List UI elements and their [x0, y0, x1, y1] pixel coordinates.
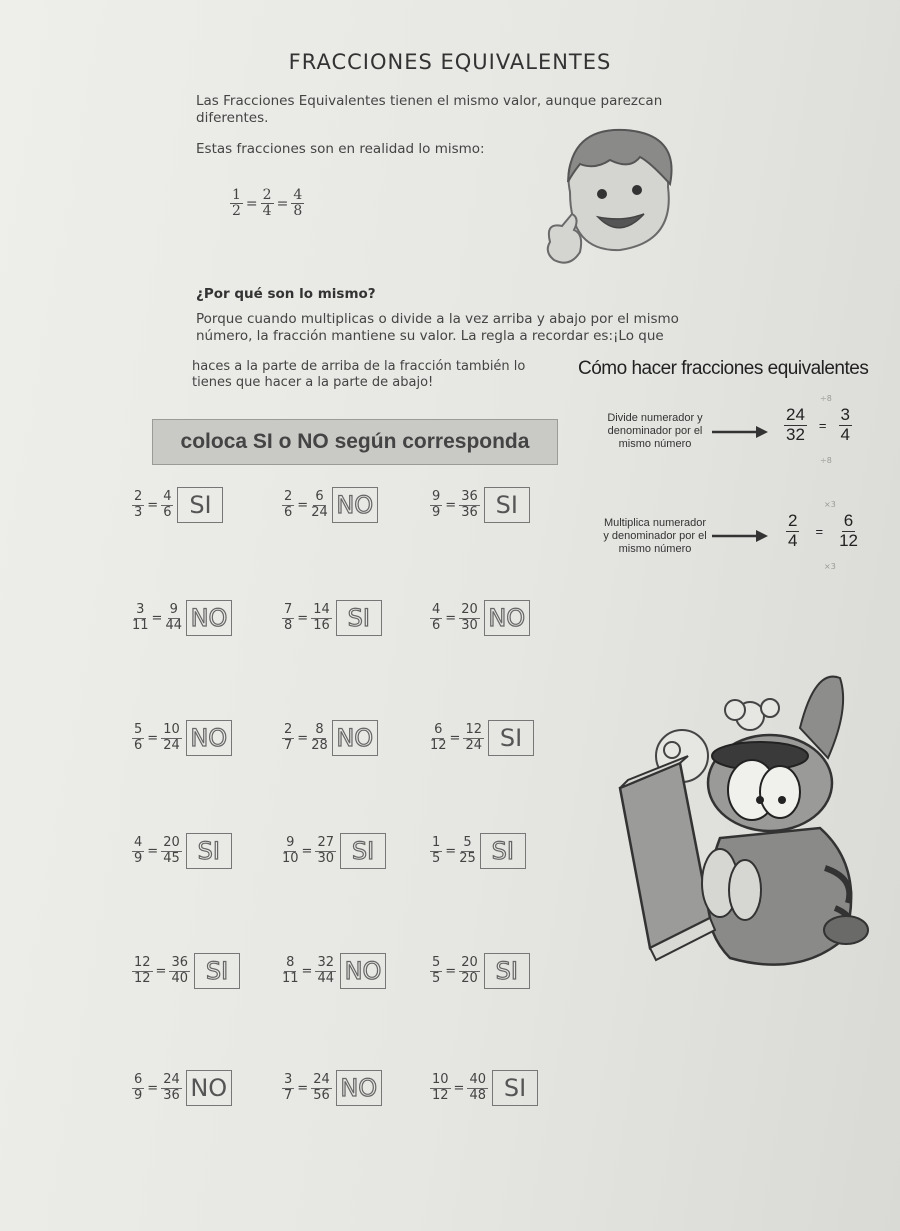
right-fraction: $\frac{6}{24}$ [311, 489, 328, 520]
right-fraction: $\frac{4}{6}$ [163, 489, 172, 520]
garfield-reading-illustration [610, 668, 870, 988]
left-fraction: $\frac{10}{12}$ [432, 1072, 449, 1103]
left-fraction: $\frac{2}{3}$ [134, 489, 143, 520]
right-fraction: $\frac{36}{36}$ [461, 489, 478, 520]
right-fraction: $\frac{27}{30}$ [317, 835, 334, 866]
multiply-example: $\frac{2}{4}$ = $\frac{6}{12}$ [788, 511, 858, 550]
multiply-from-fraction: $\frac{2}{4}$ [788, 511, 798, 550]
right-fraction: $\frac{9}{44}$ [165, 602, 182, 633]
left-fraction: $\frac{3}{7}$ [284, 1072, 293, 1103]
exercise-item: $\frac{3}{11}$ = $\frac{9}{44}$ NO [132, 600, 232, 636]
answer-box[interactable]: SI [480, 833, 526, 869]
answer-box[interactable]: SI [484, 953, 530, 989]
multiply-op-bottom: ×3 [824, 562, 836, 571]
exercise-item: $\frac{1}{5}$ = $\frac{5}{25}$ SI [430, 833, 526, 869]
right-arrow-icon [710, 424, 770, 440]
exercise-item: $\frac{3}{7}$ = $\frac{24}{56}$ NO [282, 1070, 382, 1106]
instruction-banner: coloca SI o NO según corresponda [152, 419, 558, 465]
left-fraction: $\frac{1}{5}$ [432, 835, 441, 866]
left-fraction: $\frac{12}{12}$ [134, 955, 151, 986]
answer-box[interactable]: SI [488, 720, 534, 756]
right-arrow-icon [710, 528, 770, 544]
exercise-item: $\frac{7}{8}$ = $\frac{14}{16}$ SI [282, 600, 382, 636]
multiply-label: Multiplica numerador y denominador por el mismo número [603, 517, 707, 555]
example-equivalence: $\frac{1}{2}$ = $\frac{2}{4}$ = $\frac{4}{8}$ [232, 187, 303, 220]
right-fraction: $\frac{20}{30}$ [461, 602, 478, 633]
explanation-text: Porque cuando multiplicas o divide a la vez arriba y abajo por el mismo número, la fracción mantiene su valor. La regla a recordar es:¡Lo que [196, 311, 679, 344]
answer-box[interactable]: SI [492, 1070, 538, 1106]
divide-op-bottom: ÷8 [820, 456, 832, 465]
exercise-item: $\frac{4}{9}$ = $\frac{20}{45}$ SI [132, 833, 232, 869]
right-fraction: $\frac{32}{44}$ [317, 955, 334, 986]
left-fraction: $\frac{4}{9}$ [134, 835, 143, 866]
answer-box[interactable]: NO [332, 487, 378, 523]
answer-box[interactable]: SI [186, 833, 232, 869]
explanation-text-2: haces a la parte de arriba de la fracción también lo tienes que hacer a la parte de abajo! [192, 359, 526, 390]
right-fraction: $\frac{8}{28}$ [311, 722, 328, 753]
right-fraction: $\frac{12}{24}$ [465, 722, 482, 753]
exercise-item: $\frac{12}{12}$ = $\frac{36}{40}$ SI [132, 953, 240, 989]
answer-box[interactable]: NO [336, 1070, 382, 1106]
right-fraction: $\frac{24}{56}$ [313, 1072, 330, 1103]
left-fraction: $\frac{8}{11}$ [282, 955, 299, 986]
left-fraction: $\frac{9}{10}$ [282, 835, 299, 866]
exercise-item: $\frac{2}{7}$ = $\frac{8}{28}$ NO [282, 720, 378, 756]
divide-example: $\frac{24}{32}$ = $\frac{3}{4}$ [786, 405, 850, 444]
exercise-item: $\frac{10}{12}$ = $\frac{40}{48}$ SI [430, 1070, 538, 1106]
how-to-heading: Cómo hacer fracciones equivalentes [578, 358, 869, 379]
exercise-item: $\frac{5}{6}$ = $\frac{10}{24}$ NO [132, 720, 232, 756]
right-fraction: $\frac{20}{20}$ [461, 955, 478, 986]
exercise-item: $\frac{9}{9}$ = $\frac{36}{36}$ SI [430, 487, 530, 523]
right-fraction: $\frac{24}{36}$ [163, 1072, 180, 1103]
intro-text: Las Fracciones Equivalentes tienen el mismo valor, aunque parezcan diferentes. [196, 93, 663, 126]
divide-from-fraction: $\frac{24}{32}$ [786, 405, 805, 444]
exercise-item: $\frac{5}{5}$ = $\frac{20}{20}$ SI [430, 953, 530, 989]
left-fraction: $\frac{6}{12}$ [430, 722, 447, 753]
answer-box[interactable]: NO [186, 1070, 232, 1106]
answer-box[interactable]: NO [340, 953, 386, 989]
exercise-item: $\frac{9}{10}$ = $\frac{27}{30}$ SI [282, 833, 386, 869]
question-heading: ¿Por qué son lo mismo? [196, 286, 376, 302]
page-title: FRACCIONES EQUIVALENTES [288, 50, 612, 74]
exercise-item: $\frac{2}{6}$ = $\frac{6}{24}$ NO [282, 487, 378, 523]
intro-text-2: Estas fracciones son en realidad lo mismo: [196, 141, 485, 157]
multiply-to-fraction: $\frac{6}{12}$ [839, 511, 858, 550]
right-fraction: $\frac{5}{25}$ [459, 835, 476, 866]
right-fraction: $\frac{40}{48}$ [469, 1072, 486, 1103]
left-fraction: $\frac{2}{6}$ [284, 489, 293, 520]
answer-box[interactable]: SI [194, 953, 240, 989]
exercise-item: $\frac{8}{11}$ = $\frac{32}{44}$ NO [282, 953, 386, 989]
answer-box[interactable]: NO [332, 720, 378, 756]
answer-box[interactable]: SI [340, 833, 386, 869]
left-fraction: $\frac{5}{6}$ [134, 722, 143, 753]
answer-box[interactable]: SI [484, 487, 530, 523]
divide-to-fraction: $\frac{3}{4}$ [840, 405, 850, 444]
right-fraction: $\frac{10}{24}$ [163, 722, 180, 753]
left-fraction: $\frac{2}{7}$ [284, 722, 293, 753]
boy-thumbs-up-illustration [540, 122, 690, 277]
left-fraction: $\frac{7}{8}$ [284, 602, 293, 633]
answer-box[interactable]: NO [186, 600, 232, 636]
left-fraction: $\frac{6}{9}$ [134, 1072, 143, 1103]
right-fraction: $\frac{36}{40}$ [171, 955, 188, 986]
left-fraction: $\frac{5}{5}$ [432, 955, 441, 986]
divide-op-top: ÷8 [820, 394, 832, 403]
answer-box[interactable]: NO [186, 720, 232, 756]
left-fraction: $\frac{9}{9}$ [432, 489, 441, 520]
answer-box[interactable]: SI [336, 600, 382, 636]
example-fraction-1: $\frac{1}{2}$ [232, 187, 241, 220]
exercise-item: $\frac{2}{3}$ = $\frac{4}{6}$ SI [132, 487, 223, 523]
exercise-item: $\frac{6}{9}$ = $\frac{24}{36}$ NO [132, 1070, 232, 1106]
left-fraction: $\frac{3}{11}$ [132, 602, 149, 633]
answer-box[interactable]: SI [177, 487, 223, 523]
right-fraction: $\frac{20}{45}$ [163, 835, 180, 866]
right-fraction: $\frac{14}{16}$ [313, 602, 330, 633]
answer-box[interactable]: NO [484, 600, 530, 636]
example-fraction-2: $\frac{2}{4}$ [262, 187, 272, 220]
exercise-item: $\frac{6}{12}$ = $\frac{12}{24}$ SI [430, 720, 534, 756]
multiply-op-top: ×3 [824, 500, 836, 509]
example-fraction-3: $\frac{4}{8}$ [293, 187, 303, 220]
exercise-item: $\frac{4}{6}$ = $\frac{20}{30}$ NO [430, 600, 530, 636]
left-fraction: $\frac{4}{6}$ [432, 602, 441, 633]
divide-label: Divide numerador y denominador por el mismo número [607, 412, 703, 450]
